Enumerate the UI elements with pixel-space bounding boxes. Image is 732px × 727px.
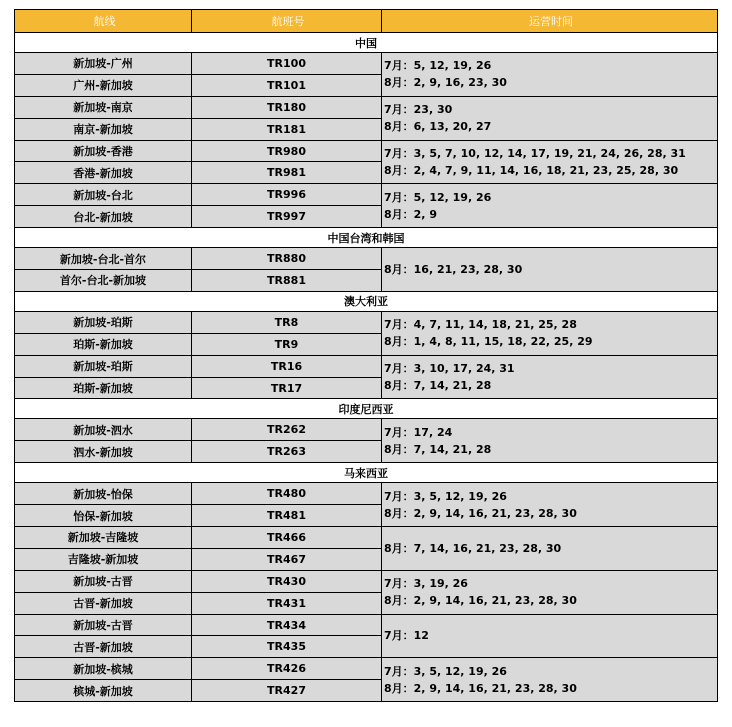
route-cell: 新加坡-广州	[15, 53, 192, 75]
route-cell: 新加坡-台北-首尔	[15, 248, 192, 270]
route-cell: 香港-新加坡	[15, 162, 192, 184]
schedule-cell	[382, 184, 718, 228]
section-row	[15, 228, 718, 248]
flight-number-cell: TR466	[192, 527, 382, 549]
route-cell: 新加坡-吉隆坡	[15, 527, 192, 549]
schedule-line: 8月：7, 14, 21, 28	[384, 442, 492, 456]
schedule-line: 8月：7, 14, 21, 28	[384, 379, 492, 393]
schedule-line: 7月：4, 7, 11, 14, 18, 21, 25, 28	[384, 318, 577, 332]
section-title: 中国	[15, 33, 718, 53]
section-row	[15, 33, 718, 53]
route-cell: 台北-新加坡	[15, 206, 192, 228]
schedule-line: 7月：5, 12, 19, 26	[384, 59, 492, 73]
schedule-line: 8月：2, 9	[384, 207, 437, 221]
schedule-cell	[382, 527, 718, 571]
flight-number-cell: TR997	[192, 206, 382, 228]
section-row	[15, 463, 718, 483]
schedule-line: 7月：3, 5, 12, 19, 26	[384, 664, 507, 678]
route-cell: 新加坡-珀斯	[15, 355, 192, 377]
flight-schedule-table	[14, 9, 718, 702]
flight-number-cell: TR180	[192, 96, 382, 118]
flight-number-cell: TR9	[192, 333, 382, 355]
header-operating-dates: 运营时间	[382, 10, 718, 33]
flight-number-cell: TR881	[192, 270, 382, 292]
table-row	[15, 311, 718, 333]
table-row	[15, 184, 718, 206]
route-cell: 古晋-新加坡	[15, 636, 192, 658]
section-title: 澳大利亚	[15, 291, 718, 311]
schedule-line: 8月：16, 21, 23, 28, 30	[384, 263, 523, 277]
flight-number-cell: TR434	[192, 614, 382, 636]
route-cell: 泗水-新加坡	[15, 441, 192, 463]
table-row	[15, 96, 718, 118]
schedule-cell	[382, 570, 718, 614]
schedule-line: 7月：3, 19, 26	[384, 577, 468, 591]
route-cell: 古晋-新加坡	[15, 592, 192, 614]
schedule-line: 7月：3, 10, 17, 24, 31	[384, 362, 515, 376]
section-row	[15, 399, 718, 419]
schedule-line: 8月：1, 4, 8, 11, 15, 18, 22, 25, 29	[384, 335, 593, 349]
schedule-line: 8月：2, 9, 14, 16, 21, 23, 28, 30	[384, 506, 577, 520]
schedule-line: 7月：12	[384, 629, 429, 643]
schedule-cell	[382, 248, 718, 292]
route-cell: 新加坡-台北	[15, 184, 192, 206]
table-row	[15, 355, 718, 377]
schedule-line: 8月：2, 9, 16, 23, 30	[384, 76, 507, 90]
header-flight-number: 航班号	[192, 10, 382, 33]
schedule-cell	[382, 140, 718, 184]
schedule-line: 7月：3, 5, 12, 19, 26	[384, 489, 507, 503]
table-row	[15, 570, 718, 592]
route-cell: 新加坡-香港	[15, 140, 192, 162]
route-cell: 新加坡-古晋	[15, 570, 192, 592]
schedule-line: 7月：23, 30	[384, 103, 453, 117]
schedule-line: 8月：2, 9, 14, 16, 21, 23, 28, 30	[384, 681, 577, 695]
flight-number-cell: TR481	[192, 505, 382, 527]
schedule-line: 8月：7, 14, 16, 21, 23, 28, 30	[384, 541, 562, 555]
section-title: 中国台湾和韩国	[15, 228, 718, 248]
table-row	[15, 419, 718, 441]
route-cell: 怡保-新加坡	[15, 505, 192, 527]
table-row	[15, 527, 718, 549]
table-body	[15, 33, 718, 702]
flight-number-cell: TR16	[192, 355, 382, 377]
flight-number-cell: TR8	[192, 311, 382, 333]
schedule-cell	[382, 614, 718, 658]
route-cell: 首尔-台北-新加坡	[15, 270, 192, 292]
schedule-cell	[382, 355, 718, 399]
route-cell: 新加坡-南京	[15, 96, 192, 118]
flight-number-cell: TR996	[192, 184, 382, 206]
route-cell: 新加坡-珀斯	[15, 311, 192, 333]
flight-number-cell: TR427	[192, 680, 382, 702]
route-cell: 珀斯-新加坡	[15, 377, 192, 399]
schedule-cell	[382, 311, 718, 355]
flight-number-cell: TR17	[192, 377, 382, 399]
schedule-line: 7月：17, 24	[384, 425, 453, 439]
schedule-cell	[382, 53, 718, 97]
flight-number-cell: TR426	[192, 658, 382, 680]
route-cell: 吉隆坡-新加坡	[15, 548, 192, 570]
schedule-line: 8月：6, 13, 20, 27	[384, 120, 492, 134]
header-row	[15, 10, 718, 33]
route-cell: 广州-新加坡	[15, 74, 192, 96]
flight-number-cell: TR262	[192, 419, 382, 441]
route-cell: 新加坡-槟城	[15, 658, 192, 680]
flight-number-cell: TR880	[192, 248, 382, 270]
table-row	[15, 248, 718, 270]
table-row	[15, 53, 718, 75]
schedule-cell	[382, 96, 718, 140]
section-title: 马来西亚	[15, 463, 718, 483]
route-cell: 槟城-新加坡	[15, 680, 192, 702]
flight-number-cell: TR467	[192, 548, 382, 570]
schedule-line: 7月：5, 12, 19, 26	[384, 190, 492, 204]
flight-number-cell: TR981	[192, 162, 382, 184]
route-cell: 新加坡-泗水	[15, 419, 192, 441]
schedule-cell	[382, 658, 718, 702]
flight-number-cell: TR480	[192, 483, 382, 505]
header-route: 航线	[15, 10, 192, 33]
section-title: 印度尼西亚	[15, 399, 718, 419]
table-row	[15, 614, 718, 636]
route-cell: 珀斯-新加坡	[15, 333, 192, 355]
flight-number-cell: TR100	[192, 53, 382, 75]
table-row	[15, 140, 718, 162]
schedule-line: 8月：2, 4, 7, 9, 11, 14, 16, 18, 21, 23, 25, 28, 30	[384, 163, 679, 177]
route-cell: 新加坡-怡保	[15, 483, 192, 505]
flight-number-cell: TR263	[192, 441, 382, 463]
flight-number-cell: TR431	[192, 592, 382, 614]
section-row	[15, 291, 718, 311]
flight-number-cell: TR101	[192, 74, 382, 96]
schedule-line: 8月：2, 9, 14, 16, 21, 23, 28, 30	[384, 594, 577, 608]
flight-number-cell: TR980	[192, 140, 382, 162]
flight-number-cell: TR435	[192, 636, 382, 658]
route-cell: 新加坡-古晋	[15, 614, 192, 636]
schedule-cell	[382, 483, 718, 527]
table-row	[15, 483, 718, 505]
schedule-cell	[382, 419, 718, 463]
flight-number-cell: TR430	[192, 570, 382, 592]
schedule-line: 7月：3, 5, 7, 10, 12, 14, 17, 19, 21, 24, 26, 28, 31	[384, 146, 686, 160]
route-cell: 南京-新加坡	[15, 118, 192, 140]
table-row	[15, 658, 718, 680]
flight-number-cell: TR181	[192, 118, 382, 140]
